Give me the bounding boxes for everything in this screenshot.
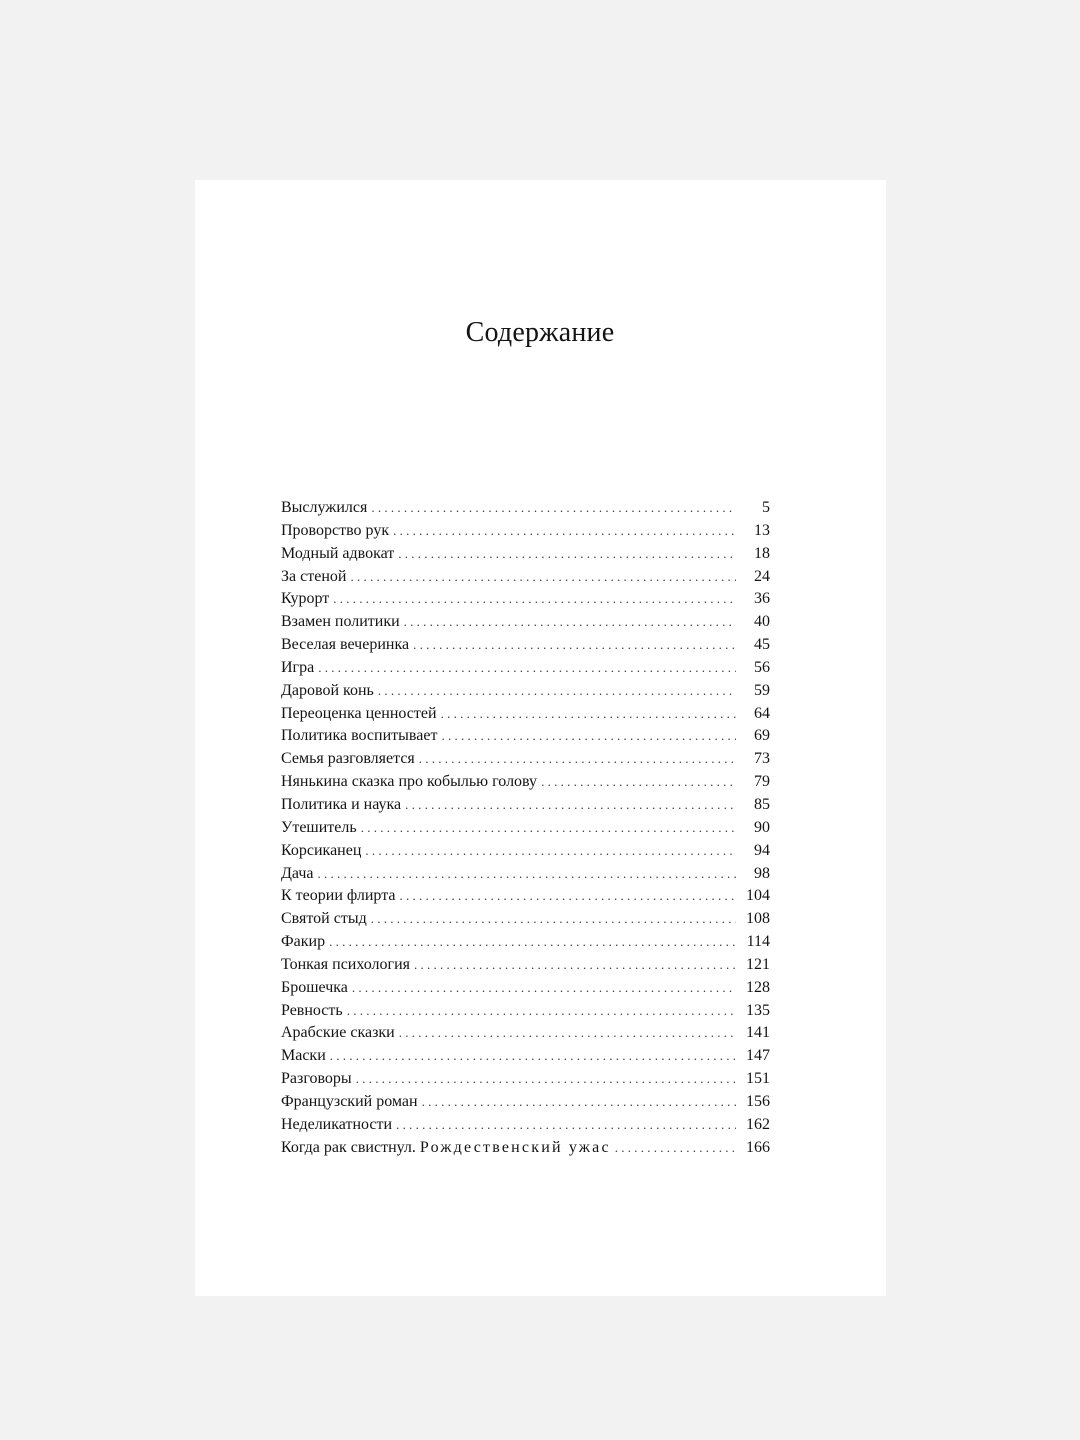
toc-entry-page: 141 [746, 1024, 770, 1042]
dot-leader [361, 817, 736, 840]
toc-entry-title: Корсиканец [281, 841, 362, 859]
toc-entry [281, 1114, 770, 1137]
dot-leader [333, 588, 736, 611]
dot-leader [330, 1045, 736, 1068]
toc-entry-page: 36 [754, 590, 770, 608]
dot-leader [356, 1068, 736, 1091]
toc-entry-title: Брошечка [281, 978, 348, 996]
dot-leader [399, 885, 736, 908]
toc-entry-page: 18 [754, 544, 770, 562]
table-of-contents [281, 497, 770, 1159]
toc-entry [281, 680, 770, 703]
dot-leader [329, 931, 736, 954]
dot-leader [318, 863, 736, 886]
toc-entry [281, 543, 770, 566]
toc-entry-title: Ревность [281, 1001, 343, 1019]
toc-entry [281, 771, 770, 794]
toc-entry-main-title: Когда рак свистнул. [281, 1138, 416, 1156]
toc-entry-page: 121 [746, 955, 770, 973]
toc-entry [281, 794, 770, 817]
toc-entry-title: Проворство рук [281, 521, 390, 539]
toc-entry-page: 24 [754, 567, 770, 585]
dot-leader [396, 1114, 736, 1137]
toc-entry-title: Модный адвокат [281, 544, 395, 562]
toc-entry-page: 156 [746, 1092, 770, 1110]
toc-entry-title: Курорт [281, 590, 330, 608]
toc-entry-title: Разговоры [281, 1070, 352, 1088]
toc-entry-title [281, 1137, 615, 1160]
toc-entry-page: 151 [746, 1070, 770, 1088]
dot-leader [318, 657, 736, 680]
dot-leader [441, 703, 736, 726]
dot-leader [393, 520, 736, 543]
toc-entry-title: За стеной [281, 567, 347, 585]
dot-leader [422, 1091, 736, 1114]
dot-leader [405, 794, 736, 817]
toc-entry-page: 59 [754, 681, 770, 699]
dot-leader [398, 543, 736, 566]
toc-entry-title: Дача [281, 864, 314, 882]
toc-entry-title: Арабские сказки [281, 1024, 395, 1042]
toc-entry-page: 85 [754, 795, 770, 813]
toc-entry [281, 840, 770, 863]
toc-entry [281, 520, 770, 543]
page-title: Содержание [465, 317, 615, 348]
toc-entry-title: Французский роман [281, 1092, 418, 1110]
toc-entry-page: 73 [754, 750, 770, 768]
toc-entry-page: 166 [746, 1138, 770, 1156]
toc-entry-page: 90 [754, 818, 770, 836]
dot-leader [378, 680, 736, 703]
toc-entry-page: 94 [754, 841, 770, 859]
dot-leader [404, 611, 736, 634]
dot-leader [352, 977, 736, 1000]
dot-leader [413, 634, 736, 657]
dot-leader [347, 1000, 736, 1023]
toc-entry-title: Нянькина сказка про кобылью голову [281, 773, 538, 791]
toc-entry-page: 56 [754, 658, 770, 676]
toc-entry-title: Веселая вечеринка [281, 636, 410, 654]
toc-entry-page: 114 [746, 933, 770, 951]
dot-leader [350, 566, 736, 589]
toc-entry-title: Политика и наука [281, 795, 402, 813]
dot-leader [441, 725, 736, 748]
toc-entry-page: 128 [746, 978, 770, 996]
dot-leader [365, 840, 736, 863]
toc-entry-page: 13 [754, 521, 770, 539]
dot-leader [371, 497, 736, 520]
toc-entry-title: Неделикатности [281, 1115, 393, 1133]
toc-entry-title: Тонкая психология [281, 955, 410, 973]
toc-entry-page: 104 [746, 887, 770, 905]
toc-entry-page: 98 [754, 864, 770, 882]
toc-entry [281, 748, 770, 771]
toc-entry [281, 588, 770, 611]
dot-leader [371, 908, 736, 931]
toc-entry-page: 45 [754, 636, 770, 654]
toc-entry-page: 69 [754, 727, 770, 745]
toc-entry [281, 725, 770, 748]
toc-entry-page: 40 [754, 613, 770, 631]
toc-entry [281, 497, 770, 520]
toc-entry-title: Выслужился [281, 499, 368, 516]
toc-entry [281, 566, 770, 589]
toc-entry-title: Утешитель [281, 818, 357, 836]
toc-entry-title: К теории флирта [281, 887, 396, 905]
toc-entry-title: Взамен политики [281, 613, 400, 631]
toc-entry [281, 1137, 770, 1160]
toc-entry [281, 931, 770, 954]
dot-leader [419, 748, 736, 771]
toc-entry-title: Факир [281, 933, 326, 951]
toc-entry-title: Даровой конь [281, 681, 374, 699]
toc-entry-subtitle: Рождественский ужас [419, 1138, 611, 1156]
toc-entry [281, 977, 770, 1000]
toc-entry [281, 863, 770, 886]
toc-entry-title: Политика воспитывает [281, 727, 438, 745]
toc-entry-page: 147 [746, 1047, 770, 1065]
toc-entry [281, 1091, 770, 1114]
toc-entry-page: 108 [746, 910, 770, 928]
toc-entry [281, 1045, 770, 1068]
toc-entry [281, 634, 770, 657]
toc-entry-title: Святой стыд [281, 910, 367, 928]
toc-entry-title: Игра [281, 658, 315, 676]
toc-entry-title: Переоценка ценностей [281, 704, 437, 722]
toc-entry [281, 611, 770, 634]
toc-entry [281, 885, 770, 908]
toc-entry-page: 64 [754, 704, 770, 722]
toc-entry [281, 954, 770, 977]
dot-leader [541, 771, 736, 794]
toc-entry-page: 135 [746, 1001, 770, 1019]
toc-entry [281, 1000, 770, 1023]
toc-entry [281, 703, 770, 726]
dot-leader [615, 1137, 736, 1160]
toc-entry-page: 5 [762, 499, 770, 516]
toc-entry [281, 657, 770, 680]
toc-entry-title: Маски [281, 1047, 326, 1065]
toc-entry [281, 817, 770, 840]
toc-entry [281, 1068, 770, 1091]
dot-leader [414, 954, 736, 977]
toc-entry-title: Семья разговляется [281, 750, 415, 768]
toc-entry [281, 1022, 770, 1045]
toc-entry-page: 162 [746, 1115, 770, 1133]
dot-leader [399, 1022, 736, 1045]
toc-entry-page: 79 [754, 773, 770, 791]
toc-entry [281, 908, 770, 931]
